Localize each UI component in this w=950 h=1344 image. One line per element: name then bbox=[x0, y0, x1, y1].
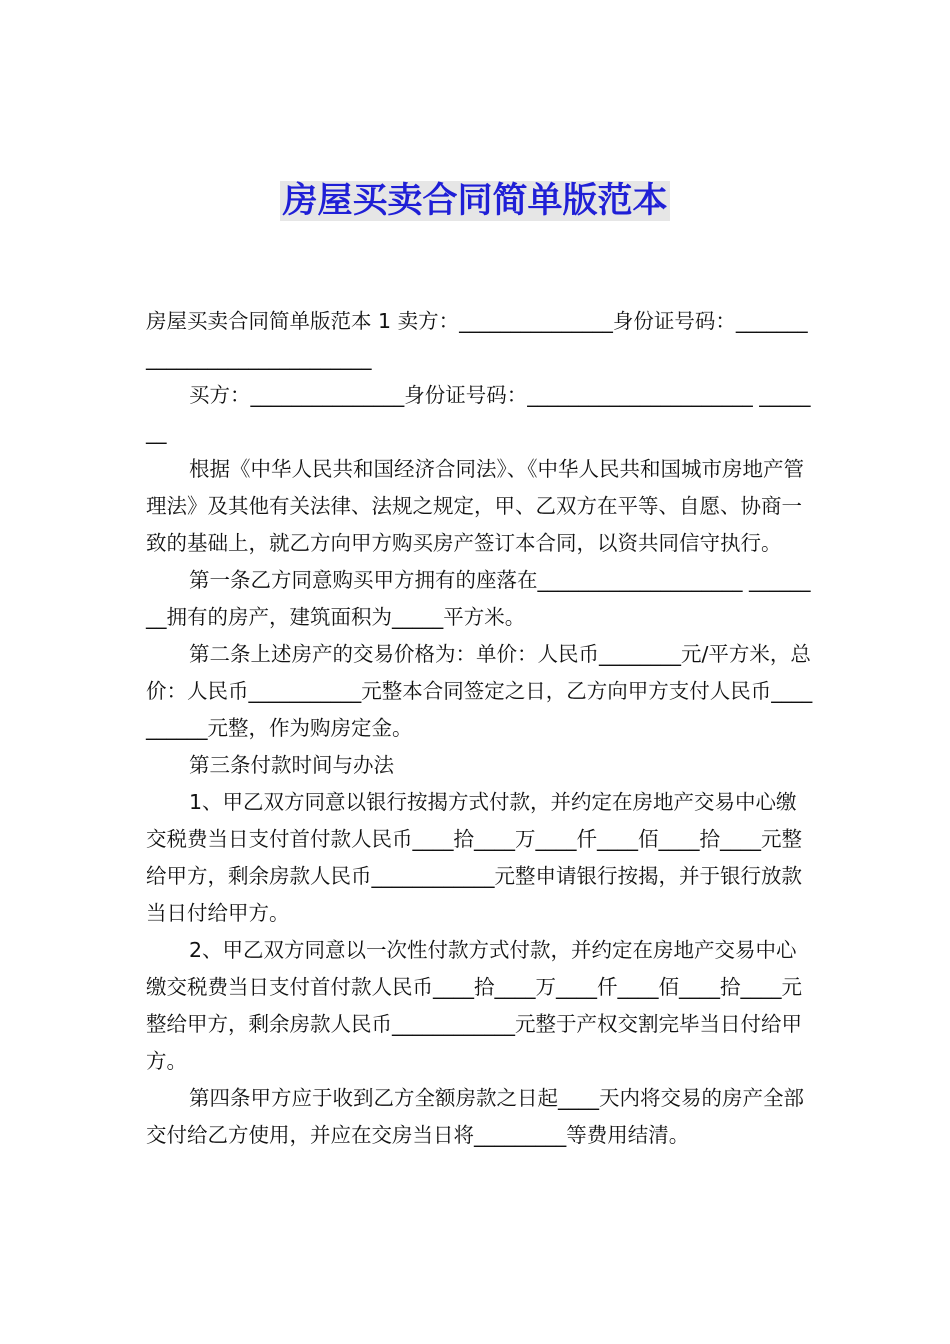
paragraph-article-3-heading: 第三条付款时间与办法 bbox=[189, 753, 394, 777]
paragraph-article-2: 第二条上述房产的交易价格为：单价：人民币________元/平方米，总价：人民币___________元整本合同签定之日，乙方向甲方支付人民币__________元整，作为购房定金。 bbox=[146, 642, 813, 740]
paragraph-article-4: 第四条甲方应于收到乙方全额房款之日起____天内将交易的房产全部交付给乙方使用，并应在交房当日将_________等费用结清。 bbox=[146, 1086, 804, 1147]
document-body bbox=[146, 303, 816, 1154]
paragraph-preamble: 根据《中华人民共和国经济合同法》、《中华人民共和国城市房地产管理法》及其他有关法律、法规之规定，甲、乙双方在平等、自愿、协商一致的基础上，就乙方向甲方购买房产签订本合同，以资共同信守执行。 bbox=[146, 457, 804, 555]
paragraph-buyer-info: 买方：_______________身份证号码：______________________ _______ bbox=[146, 383, 811, 444]
paragraph-payment-option-2: 2、甲乙双方同意以一次性付款方式付款，并约定在房地产交易中心缴交税费当日支付首付款人民币____拾____万____仟____佰____拾____元整给甲方，剩余房款人民币____________元整于产权交割完毕当日付给甲方。 bbox=[146, 938, 802, 1073]
document-title bbox=[0, 176, 950, 226]
document-title-text: 房屋买卖合同简单版范本 bbox=[282, 181, 668, 221]
paragraph-seller-info: 房屋买卖合同简单版范本 1 卖方：_______________身份证号码：_____________________________ bbox=[146, 309, 808, 370]
paragraph-article-1: 第一条乙方同意购买甲方拥有的座落在____________________ ________拥有的房产，建筑面积为_____平方米。 bbox=[146, 568, 811, 629]
paragraph-payment-option-1: 1、甲乙双方同意以银行按揭方式付款，并约定在房地产交易中心缴交税费当日支付首付款人民币____拾____万____仟____佰____拾____元整给甲方，剩余房款人民币____________元整申请银行按揭，并于银行放款当日付给甲方。 bbox=[146, 790, 802, 925]
